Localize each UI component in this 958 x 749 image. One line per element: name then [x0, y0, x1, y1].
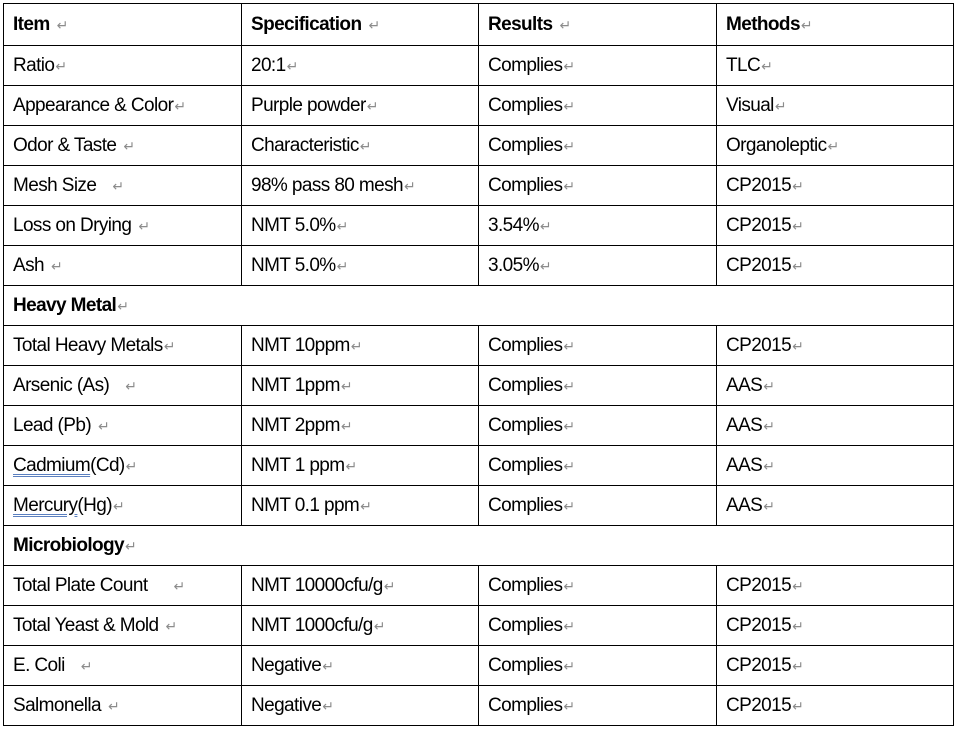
results-text: 3.05%: [488, 254, 539, 276]
specification-cell: [242, 406, 479, 446]
table-header-row: [4, 4, 954, 46]
item-cell: [4, 126, 242, 166]
methods-cell: [717, 646, 954, 686]
table-row: [4, 446, 954, 486]
methods-cell: [717, 686, 954, 726]
item-text-suffix: (Hg): [77, 494, 112, 516]
paragraph-mark-icon: ↵: [55, 57, 67, 74]
item-cell: [4, 406, 242, 446]
paragraph-mark-icon: ↵: [792, 217, 804, 234]
methods-text: CP2015: [726, 174, 792, 196]
item-text: Loss on Drying: [13, 214, 132, 236]
methods-text: AAS: [726, 414, 763, 436]
paragraph-mark-icon: ↵: [563, 577, 575, 594]
specification-cell: [242, 166, 479, 206]
paragraph-mark-icon: ↵: [350, 337, 362, 354]
paragraph-mark-icon: ↵: [112, 497, 125, 514]
specification-text: NMT 10ppm: [251, 334, 350, 356]
paragraph-mark-icon: ↵: [368, 16, 380, 33]
specification-text: NMT 5.0%: [251, 214, 336, 236]
paragraph-mark-icon: ↵: [345, 457, 357, 474]
item-text-suffix: (Cd): [90, 454, 125, 476]
methods-text: Visual: [726, 94, 774, 116]
methods-cell: [717, 326, 954, 366]
specification-text: 98% pass 80 mesh: [251, 174, 403, 196]
item-cell: [4, 206, 242, 246]
item-cell: [4, 446, 242, 486]
section-title-heavy-metal: Heavy Metal: [13, 294, 117, 316]
results-text: Complies: [488, 374, 563, 396]
item-text-spellchecked-word: Cadmium: [13, 454, 91, 476]
item-cell: [4, 246, 242, 286]
paragraph-mark-icon: ↵: [563, 697, 575, 714]
paragraph-mark-icon: ↵: [792, 337, 804, 354]
paragraph-mark-icon: ↵: [125, 457, 137, 474]
methods-text: CP2015: [726, 574, 792, 596]
methods-text: TLC: [726, 54, 761, 76]
table-row: [4, 406, 954, 446]
specification-cell: [242, 486, 479, 526]
paragraph-mark-icon: ↵: [559, 16, 571, 33]
item-cell: [4, 686, 242, 726]
item-text-spellchecked-word: Mercury: [13, 494, 78, 516]
item-text: Total Yeast & Mold: [13, 614, 159, 636]
results-text: Complies: [488, 614, 563, 636]
paragraph-mark-icon: ↵: [336, 217, 348, 234]
table-row: [4, 46, 954, 86]
paragraph-mark-icon: ↵: [792, 657, 804, 674]
specification-cell: [242, 206, 479, 246]
methods-text: AAS: [726, 454, 763, 476]
paragraph-mark-icon: ↵: [50, 257, 63, 274]
paragraph-mark-icon: ↵: [774, 97, 786, 114]
paragraph-mark-icon: ↵: [539, 257, 552, 274]
section-header-row: [4, 286, 954, 326]
paragraph-mark-icon: ↵: [763, 457, 775, 474]
results-text: Complies: [488, 414, 563, 436]
results-cell: [479, 166, 717, 206]
section-title-microbiology: Microbiology: [13, 534, 125, 556]
results-cell: [479, 246, 717, 286]
paragraph-mark-icon: ↵: [792, 617, 804, 634]
methods-text: CP2015: [726, 334, 792, 356]
paragraph-mark-icon: ↵: [563, 657, 575, 674]
section-title-cell: [4, 526, 954, 566]
results-cell: [479, 446, 717, 486]
table-row: [4, 86, 954, 126]
methods-cell: [717, 166, 954, 206]
methods-text: CP2015: [726, 214, 792, 236]
table-row: [4, 566, 954, 606]
results-text: Complies: [488, 654, 563, 676]
specification-cell: [242, 86, 479, 126]
specification-cell: [242, 566, 479, 606]
results-cell: [479, 566, 717, 606]
paragraph-mark-icon: ↵: [563, 177, 575, 194]
section-title-cell: [4, 286, 954, 326]
paragraph-mark-icon: ↵: [792, 257, 804, 274]
results-cell: [479, 686, 717, 726]
paragraph-mark-icon: ↵: [761, 57, 773, 74]
specification-cell: [242, 246, 479, 286]
results-text: Complies: [488, 94, 563, 116]
header-methods-label: Methods: [726, 13, 800, 35]
results-cell: [479, 46, 717, 86]
paragraph-mark-icon: ↵: [563, 377, 575, 394]
paragraph-mark-icon: ↵: [340, 377, 352, 394]
specification-text: NMT 5.0%: [251, 254, 336, 276]
item-text: Appearance & Color: [13, 94, 174, 116]
table-row: [4, 206, 954, 246]
results-cell: [479, 406, 717, 446]
table-row: [4, 606, 954, 646]
methods-cell: [717, 606, 954, 646]
paragraph-mark-icon: ↵: [112, 177, 124, 194]
paragraph-mark-icon: ↵: [108, 697, 120, 714]
table-row: [4, 246, 954, 286]
header-item-label: Item: [13, 13, 50, 35]
methods-cell: [717, 566, 954, 606]
paragraph-mark-icon: ↵: [56, 16, 68, 33]
specification-text: NMT 1000cfu/g: [251, 614, 373, 636]
paragraph-mark-icon: ↵: [165, 617, 177, 634]
specification-cell: [242, 126, 479, 166]
methods-text: CP2015: [726, 254, 792, 276]
specification-text: NMT 10000cfu/g: [251, 574, 383, 596]
specification-text: NMT 1 ppm: [251, 454, 345, 476]
header-cell-results: [479, 4, 717, 46]
paragraph-mark-icon: ↵: [173, 577, 185, 594]
results-cell: [479, 126, 717, 166]
item-cell: [4, 646, 242, 686]
table-row: [4, 686, 954, 726]
paragraph-mark-icon: ↵: [125, 537, 137, 554]
specification-text: Characteristic: [251, 134, 359, 156]
specification-cell: [242, 686, 479, 726]
item-cell: [4, 606, 242, 646]
results-cell: [479, 646, 717, 686]
specification-cell: [242, 606, 479, 646]
paragraph-mark-icon: ↵: [340, 417, 352, 434]
item-cell: [4, 486, 242, 526]
results-text: Complies: [488, 174, 563, 196]
results-cell: [479, 486, 717, 526]
results-cell: [479, 206, 717, 246]
paragraph-mark-icon: ↵: [563, 57, 575, 74]
methods-cell: [717, 486, 954, 526]
methods-cell: [717, 46, 954, 86]
paragraph-mark-icon: ↵: [563, 497, 575, 514]
paragraph-mark-icon: ↵: [792, 177, 804, 194]
item-text: Arsenic (As): [13, 374, 110, 396]
methods-text: CP2015: [726, 654, 792, 676]
paragraph-mark-icon: ↵: [125, 377, 137, 394]
paragraph-mark-icon: ↵: [286, 57, 298, 74]
item-cell: [4, 326, 242, 366]
header-results-label: Results: [488, 13, 553, 35]
paragraph-mark-icon: ↵: [80, 657, 92, 674]
item-text: Salmonella: [13, 694, 101, 716]
paragraph-mark-icon: ↵: [163, 337, 175, 354]
results-text: Complies: [488, 494, 563, 516]
paragraph-mark-icon: ↵: [792, 697, 804, 714]
results-cell: [479, 326, 717, 366]
results-cell: [479, 366, 717, 406]
paragraph-mark-icon: ↵: [383, 577, 395, 594]
paragraph-mark-icon: ↵: [123, 137, 135, 154]
paragraph-mark-icon: ↵: [98, 417, 110, 434]
specification-text: NMT 0.1 ppm: [251, 494, 360, 516]
paragraph-mark-icon: ↵: [539, 217, 552, 234]
results-text: Complies: [488, 334, 563, 356]
specification-text: Negative: [251, 694, 322, 716]
header-cell-methods: [717, 4, 954, 46]
paragraph-mark-icon: ↵: [563, 337, 575, 354]
methods-text: AAS: [726, 374, 763, 396]
specification-text: Purple powder: [251, 94, 366, 116]
results-cell: [479, 86, 717, 126]
item-text: Total Plate Count: [13, 574, 148, 596]
item-cell: [4, 366, 242, 406]
specification-text: NMT 1ppm: [251, 374, 340, 396]
item-cell: [4, 566, 242, 606]
paragraph-mark-icon: ↵: [174, 97, 186, 114]
paragraph-mark-icon: ↵: [800, 16, 813, 33]
specification-cell: [242, 446, 479, 486]
item-cell: [4, 46, 242, 86]
methods-cell: [717, 446, 954, 486]
specification-text: Negative: [251, 654, 322, 676]
specification-table: [3, 3, 954, 726]
paragraph-mark-icon: ↵: [117, 297, 129, 314]
results-text: Complies: [488, 54, 563, 76]
header-cell-item: [4, 4, 242, 46]
paragraph-mark-icon: ↵: [138, 217, 150, 234]
table-row: [4, 646, 954, 686]
item-cell: [4, 86, 242, 126]
item-text: Mesh Size: [13, 174, 97, 196]
results-cell: [479, 606, 717, 646]
paragraph-mark-icon: ↵: [360, 497, 372, 514]
paragraph-mark-icon: ↵: [763, 417, 775, 434]
methods-cell: [717, 126, 954, 166]
specification-cell: [242, 326, 479, 366]
paragraph-mark-icon: ↵: [763, 377, 775, 394]
item-text: Odor & Taste: [13, 134, 117, 156]
methods-text: CP2015: [726, 694, 792, 716]
paragraph-mark-icon: ↵: [563, 457, 575, 474]
table-row: [4, 366, 954, 406]
paragraph-mark-icon: ↵: [827, 137, 839, 154]
results-text: Complies: [488, 454, 563, 476]
results-text: Complies: [488, 134, 563, 156]
section-header-row: [4, 526, 954, 566]
paragraph-mark-icon: ↵: [563, 97, 575, 114]
table-row: [4, 166, 954, 206]
methods-cell: [717, 366, 954, 406]
paragraph-mark-icon: ↵: [373, 617, 385, 634]
paragraph-mark-icon: ↵: [563, 617, 575, 634]
table-row: [4, 326, 954, 366]
item-text: Lead (Pb): [13, 414, 92, 436]
paragraph-mark-icon: ↵: [322, 657, 334, 674]
table-row: [4, 486, 954, 526]
methods-text: Organoleptic: [726, 134, 827, 156]
paragraph-mark-icon: ↵: [404, 177, 416, 194]
methods-text: AAS: [726, 494, 763, 516]
item-text: E. Coli: [13, 654, 65, 676]
specification-cell: [242, 646, 479, 686]
paragraph-mark-icon: ↵: [359, 137, 371, 154]
header-specification-label: Specification: [251, 13, 362, 35]
methods-cell: [717, 406, 954, 446]
specification-text: 20:1: [251, 54, 286, 76]
item-text: Ratio: [13, 54, 55, 76]
results-text: Complies: [488, 694, 563, 716]
paragraph-mark-icon: ↵: [563, 417, 575, 434]
item-text: Total Heavy Metals: [13, 334, 163, 356]
methods-cell: [717, 246, 954, 286]
paragraph-mark-icon: ↵: [336, 257, 348, 274]
item-text: Ash: [13, 254, 44, 276]
table-row: [4, 126, 954, 166]
specification-text: NMT 2ppm: [251, 414, 340, 436]
header-cell-specification: [242, 4, 479, 46]
item-cell: [4, 166, 242, 206]
specification-cell: [242, 46, 479, 86]
paragraph-mark-icon: ↵: [763, 497, 775, 514]
paragraph-mark-icon: ↵: [322, 697, 334, 714]
results-text: Complies: [488, 574, 563, 596]
methods-cell: [717, 206, 954, 246]
specification-cell: [242, 366, 479, 406]
results-text: 3.54%: [488, 214, 539, 236]
paragraph-mark-icon: ↵: [792, 577, 804, 594]
paragraph-mark-icon: ↵: [563, 137, 575, 154]
methods-cell: [717, 86, 954, 126]
methods-text: CP2015: [726, 614, 792, 636]
paragraph-mark-icon: ↵: [366, 97, 378, 114]
